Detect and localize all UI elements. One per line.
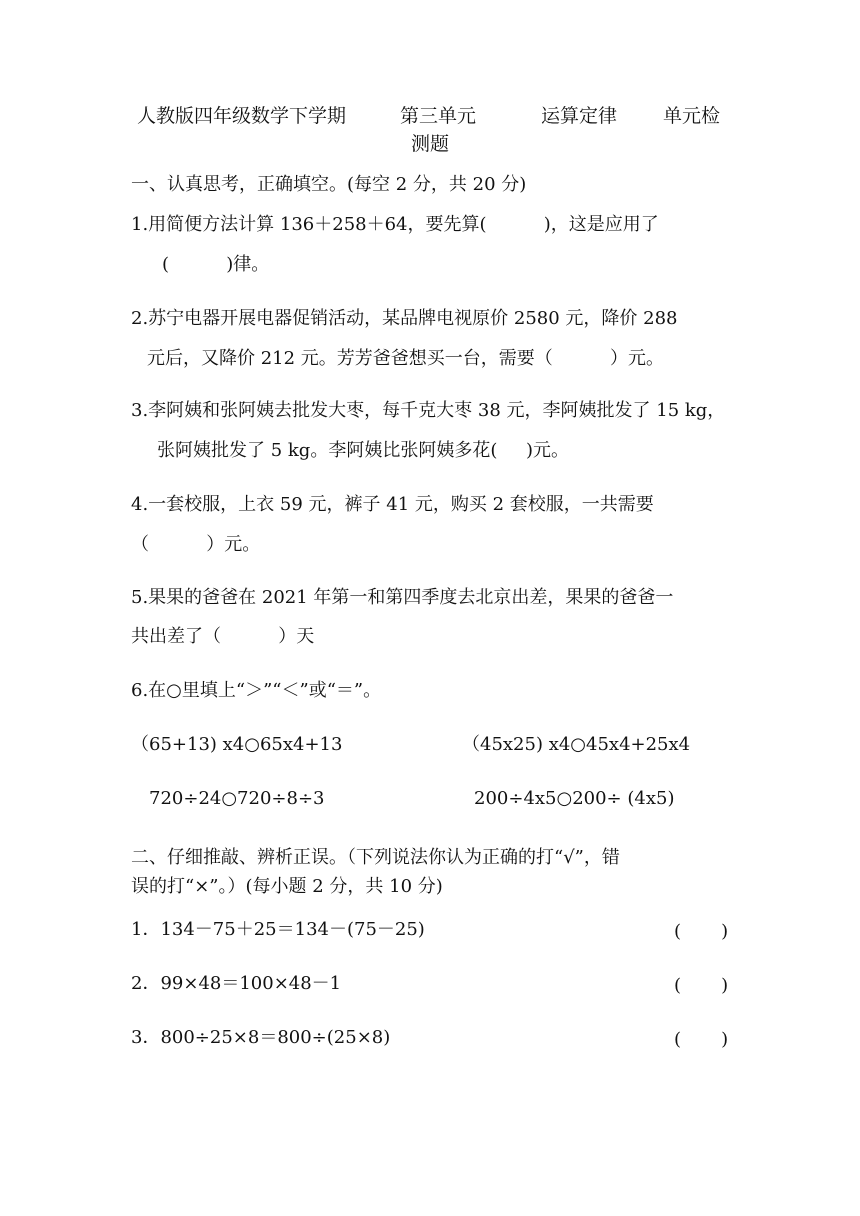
q5-line1: 5.果果的爸爸在 2021 年第一和第四季度去北京出差，果果的爸爸一 xyxy=(131,587,674,608)
q6-line1: 6.在○里填上“＞”“＜”或“＝”。 xyxy=(131,680,382,701)
judge-item-1: 1．134－75＋25＝134－(75－25) xyxy=(131,919,425,940)
q1-line2: ( )律。 xyxy=(162,254,270,275)
q6-expr-d: 200÷4x5○200÷ (4x5) xyxy=(474,788,675,809)
judge-answer-3[interactable]: ( ) xyxy=(674,1029,729,1050)
q2-line1: 2.苏宁电器开展电器促销活动，某品牌电视原价 2580 元，降价 288 xyxy=(131,308,678,329)
judge-item-3: 3．800÷25×8＝800÷(25×8) xyxy=(131,1027,391,1048)
judge-answer-1[interactable]: ( ) xyxy=(674,921,729,942)
judge-answer-2[interactable]: ( ) xyxy=(674,975,729,996)
section2-heading-line2: 误的打“×”。）(每小题 2 分，共 10 分) xyxy=(131,876,443,897)
q2-line2: 元后，又降价 212 元。芳芳爸爸想买一台，需要（ ）元。 xyxy=(147,348,665,369)
q6-expr-a: （65+13) x4○65x4+13 xyxy=(131,734,343,755)
q6-expr-b: （45x25) x4○45x4+25x4 xyxy=(462,734,691,755)
q1-line1: 1.用简便方法计算 136＋258＋64，要先算( )，这是应用了 xyxy=(131,214,659,235)
q4-line1: 4.一套校服，上衣 59 元，裤子 41 元，购买 2 套校服，一共需要 xyxy=(131,494,654,515)
q6-expr-c: 720÷24○720÷8÷3 xyxy=(149,788,325,809)
q4-line2: （ ）元。 xyxy=(131,534,261,555)
title-line2: 测题 xyxy=(411,133,450,155)
title-part4: 单元检 xyxy=(663,105,721,127)
title-part1: 人教版四年级数学下学期 xyxy=(137,105,347,127)
section1-heading: 一、认真思考，正确填空。(每空 2 分，共 20 分) xyxy=(131,174,527,195)
section2-heading-line1: 二、仔细推敲、辨析正误。（下列说法你认为正确的打“√”，错 xyxy=(131,847,620,868)
q3-line2: 张阿姨批发了 5 kg。李阿姨比张阿姨多花( )元。 xyxy=(157,440,569,461)
q3-line1: 3.李阿姨和张阿姨去批发大枣，每千克大枣 38 元，李阿姨批发了 15 kg， xyxy=(131,400,726,421)
judge-item-2: 2．99×48＝100×48－1 xyxy=(131,973,342,994)
title-part3: 运算定律 xyxy=(541,105,618,127)
q5-line2: 共出差了（ ）天 xyxy=(131,626,315,647)
title-part2: 第三单元 xyxy=(400,105,477,127)
